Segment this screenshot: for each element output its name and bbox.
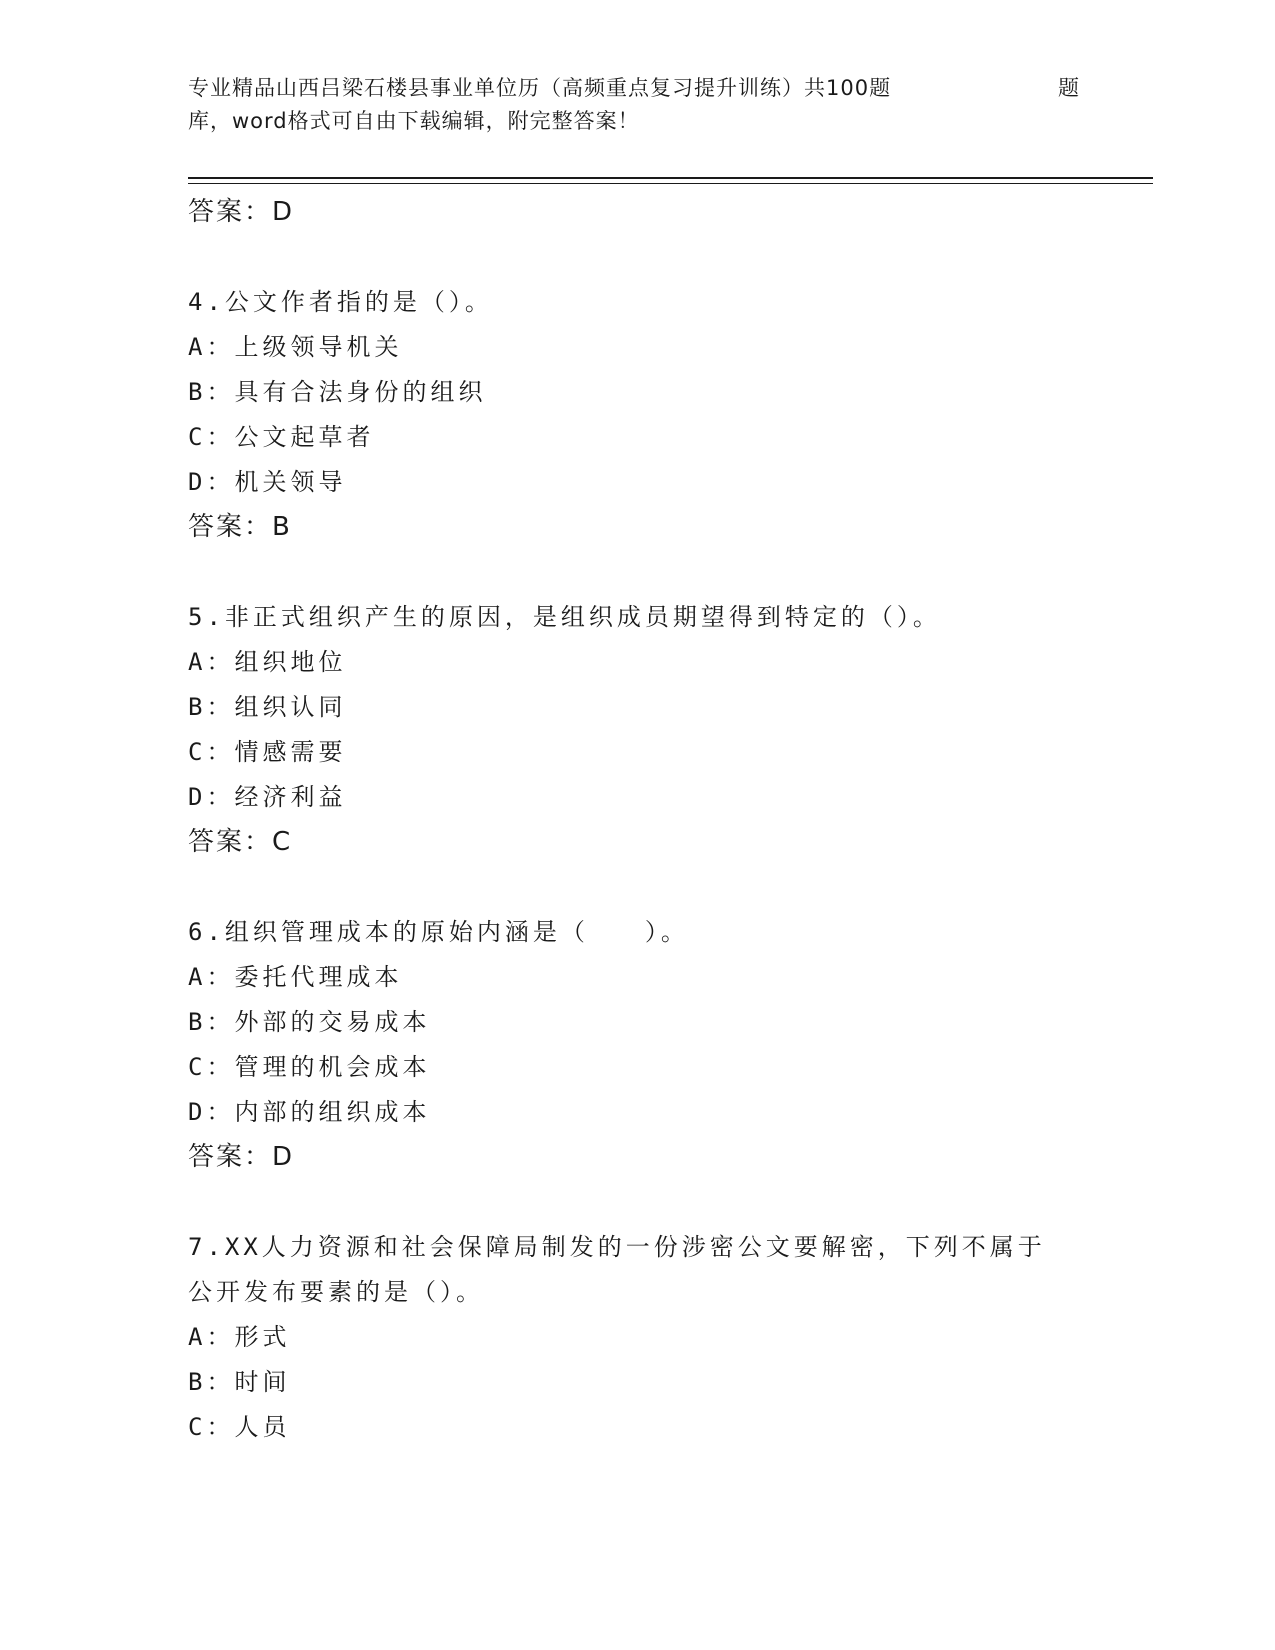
option-d: D：经济利益 — [188, 783, 347, 811]
option-b: B：具有合法身份的组织 — [188, 378, 487, 406]
document-body — [188, 190, 1088, 1450]
question-4 — [188, 280, 1088, 549]
question-stem: 5.非正式组织产生的原因，是组织成员期望得到特定的（）。 — [188, 603, 941, 631]
answer: 答案：B — [188, 512, 292, 542]
header-divider-thin — [188, 183, 1153, 184]
option-b: B：外部的交易成本 — [188, 1008, 431, 1036]
option-a: A：形式 — [188, 1323, 291, 1351]
option-b: B：时间 — [188, 1368, 291, 1396]
header-title: 专业精品山西吕梁石楼县事业单位历（高频重点复习提升训练）共100题 — [188, 76, 892, 100]
question-stem-line-1: 7.XX人力资源和社会保障局制发的一份涉密公文要解密，下列不属于 — [188, 1233, 1046, 1261]
option-c: C：公文起草者 — [188, 423, 375, 451]
option-c: C：管理的机会成本 — [188, 1053, 431, 1081]
document-header — [188, 72, 1088, 138]
header-title-tail: 题 — [1058, 76, 1080, 100]
header-line-2: 库，word格式可自由下载编辑，附完整答案！ — [188, 109, 640, 133]
answer: 答案：D — [188, 1142, 295, 1172]
option-d: D：内部的组织成本 — [188, 1098, 431, 1126]
question-6 — [188, 910, 1088, 1179]
option-c: C：情感需要 — [188, 738, 347, 766]
question-5 — [188, 595, 1088, 864]
option-a: A：上级领导机关 — [188, 333, 403, 361]
option-d: D：机关领导 — [188, 468, 347, 496]
question-7 — [188, 1225, 1088, 1450]
header-line-1 — [188, 72, 1088, 105]
option-a: A：委托代理成本 — [188, 963, 403, 991]
option-b: B：组织认同 — [188, 693, 347, 721]
option-a: A：组织地位 — [188, 648, 347, 676]
answer: 答案：C — [188, 827, 293, 857]
option-c: C：人员 — [188, 1413, 291, 1441]
answer-q3: 答案：D — [188, 197, 295, 227]
question-stem: 6.组织管理成本的原始内涵是（ ）。 — [188, 918, 689, 946]
question-stem: 4.公文作者指的是（）。 — [188, 288, 493, 316]
question-stem-line-2: 公开发布要素的是（）。 — [188, 1278, 484, 1306]
header-divider-thick — [188, 177, 1153, 179]
